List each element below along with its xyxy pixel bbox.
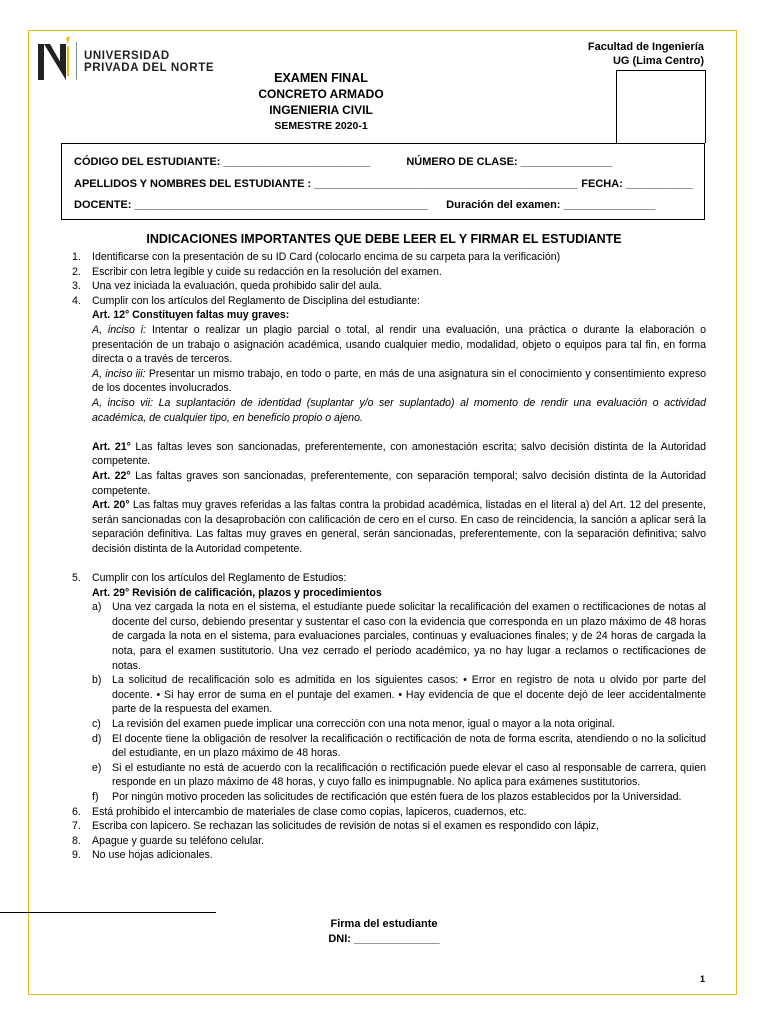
list-item <box>72 805 706 820</box>
lettered-item <box>72 717 706 732</box>
item-number: 7. <box>72 820 81 833</box>
list-item <box>72 571 706 586</box>
duration-field[interactable]: Duración del examen: _______________ <box>446 199 656 211</box>
article-12-clause-iii <box>92 367 706 396</box>
logo-line-2: PRIVADA DEL NORTE <box>84 62 215 74</box>
item-number: 6. <box>72 805 81 818</box>
info-row-code <box>74 156 612 168</box>
article-22 <box>92 469 706 498</box>
student-info-box <box>61 143 705 220</box>
lettered-item <box>72 600 706 673</box>
item-letter: b) <box>92 674 102 687</box>
exam-career: INGENIERIA CIVIL <box>269 103 373 117</box>
faculty-name: Facultad de Ingeniería <box>587 41 704 53</box>
item-text: Si el estudiante no está de acuerdo con la recalificación o rectificación puede elevar el caso al responsable de carrera, quien responde en un plazo máximo de 48 horas, y cuyo fallo es inimpugnable. No aplica para exámenes sustitutorios. <box>112 761 706 789</box>
item-number: 2. <box>72 265 81 278</box>
article-12 <box>72 308 706 556</box>
item-number: 4. <box>72 294 81 307</box>
clause-text: Presentar un mismo trabajo, en todo o parte, en más de una asignatura sin el conocimiento y consentimiento expreso de los docentes involucrados. <box>92 367 707 395</box>
item-text: Una vez iniciada la evaluación, queda prohibido salir del aula. <box>92 280 382 293</box>
item-number: 9. <box>72 849 81 862</box>
list-item <box>72 265 706 280</box>
item-text: Apague y guarde su teléfono celular. <box>92 834 264 847</box>
exam-title-block <box>226 70 416 134</box>
list-item <box>72 819 706 834</box>
exam-semester: SEMESTRE 2020-1 <box>274 120 368 132</box>
article-text: Las faltas graves son sancionadas, preferentemente, con separación temporal; salvo decisión distinta de la Autoridad competente. <box>92 469 706 497</box>
signature-block <box>0 912 768 947</box>
item-number: 8. <box>72 834 81 847</box>
article-text: Las faltas muy graves referidas a las faltas contra la probidad académica, listadas en el literal a) del Art. 12 del presente, serán sancionadas con la desaprobación con calificación de cero en el curso. En caso de reincidencia, la sanción a aplicar será la separación definitiva. Las faltas muy graves en general, serán sancionadas, preferentemente, con la separación definitiva; salvo decisión distinta de la Autoridad competente. <box>92 499 706 555</box>
lettered-item <box>72 673 706 717</box>
item-text: Por ningún motivo proceden las solicitudes de rectificación que estén fuera de los plazos establecidos por la Universidad. <box>112 790 682 803</box>
article-text: Las faltas leves son sancionadas, preferentemente, con amonestación escrita; salvo decisión distinta de la Autoridad competente. <box>92 440 706 468</box>
list-item <box>72 848 706 863</box>
item-letter: c) <box>92 718 101 730</box>
article-20 <box>92 498 706 556</box>
class-number-field[interactable]: NÚMERO DE CLASE: _______________ <box>406 156 613 168</box>
info-row-name <box>74 178 693 190</box>
lettered-item <box>72 761 706 790</box>
item-text: Cumplir con los artículos del Reglamento de Disciplina del estudiante: <box>92 294 420 307</box>
logo-line-1: UNIVERSIDAD <box>84 50 170 62</box>
clause-label: A, inciso i: <box>92 323 147 336</box>
item-text: Una vez cargada la nota en el sistema, el estudiante puede solicitar la recalificación del examen o rectificaciones de notas al docente del curso, debiendo presentar y sustentar el caso con la evidencia que corresponda en un plazo máximo de 48 horas de cargada la nota en el sistema, para evaluaciones parciales, continuas y evaluaciones finales; y de 24 horas de cargada la nota, para el examen sustitutorio. Una vez cerrado el periodo académico, ya no hay lugar a reclamos o rectificaciones de notas. <box>112 601 706 672</box>
item-number: 1. <box>72 251 81 263</box>
article-label: Art. 21° <box>92 440 131 453</box>
item-letter: a) <box>92 601 102 614</box>
item-text: Escribir con letra legible y cuide su redacción en la resolución del examen. <box>92 265 442 278</box>
student-code-field[interactable]: CÓDIGO DEL ESTUDIANTE: ________________________ <box>74 156 371 168</box>
item-number: 5. <box>72 572 81 585</box>
page-number: 1 <box>700 974 706 984</box>
item-text: La solicitud de recalificación solo es admitida en los siguientes casos: • Error en registro de nota u olvido por parte del docente. • Si hay error de suma en el puntaje del examen. • Hay evidencia de que el docente dejó de leer accidentalmente parte de la respuesta del examen. <box>112 674 706 716</box>
item-text: Cumplir con los artículos del Reglamento de Estudios: <box>92 572 347 585</box>
student-name-field[interactable]: APELLIDOS Y NOMBRES DEL ESTUDIANTE : ___________________________________________ <box>74 178 578 190</box>
instructions-list <box>72 250 706 863</box>
item-letter: d) <box>92 732 102 745</box>
item-text: No use hojas adicionales. <box>92 849 213 862</box>
signature-line[interactable] <box>0 912 216 913</box>
item-text: Está prohibido el intercambio de materiales de clase como copias, lapiceros, cuadernos, etc. <box>92 805 527 818</box>
logo-wordmark <box>84 50 214 74</box>
item-text: La revisión del examen puede implicar una corrección con una nota menor, igual o mayor a la nota original. <box>112 718 615 730</box>
article-label: Art. 20° <box>92 499 130 512</box>
date-field[interactable]: FECHA: ___________ <box>581 178 694 190</box>
info-row-teacher <box>74 199 655 211</box>
clause-text: Intentar o realizar un plagio parcial o total, al rendir una evaluación, una práctica o durante la elaboración o presentación de un trabajo o asignación académica, usando cualquier medio, modalidad, objeto o equipos para tal fin, en forma directa o a través de terceros. <box>92 323 706 366</box>
article-12-clause-i <box>92 323 706 367</box>
list-item <box>72 279 706 294</box>
exam-course: CONCRETO ARMADO <box>258 87 384 101</box>
list-item <box>72 834 706 849</box>
lettered-item <box>72 790 706 805</box>
article-29-heading: Art. 29° Revisión de calificación, plazos y procedimientos <box>92 586 382 599</box>
dni-field[interactable]: DNI: ______________ <box>328 933 440 945</box>
spacer <box>72 556 706 571</box>
faculty-header <box>588 40 704 68</box>
clause-label: A, inciso iii: <box>92 367 146 380</box>
campus-name: UG (Lima Centro) <box>612 55 704 67</box>
article-12-clause-vii: A, inciso vii: La suplantación de identidad (suplantar y/o ser suplantado) al momento de rendir una evaluación o actividad académica, de cualquier tipo, en beneficio propio o ajeno. <box>92 396 706 424</box>
photo-box <box>616 70 706 143</box>
item-letter: e) <box>92 761 102 774</box>
item-text: Identificarse con la presentación de su ID Card (colocarlo encima de su carpeta para la verificación) <box>92 251 561 263</box>
list-item <box>72 294 706 309</box>
instructions-title: INDICACIONES IMPORTANTES QUE DEBE LEER EL Y FIRMAR EL ESTUDIANTE <box>146 232 622 246</box>
article-12-heading: Art. 12° Constituyen faltas muy graves: <box>92 309 290 322</box>
item-number: 3. <box>72 280 81 293</box>
teacher-field[interactable]: DOCENTE: ________________________________________________ <box>74 199 429 211</box>
list-item <box>72 250 706 265</box>
spacer <box>92 425 706 440</box>
exam-title: EXAMEN FINAL <box>274 71 368 85</box>
item-text: El docente tiene la obligación de resolver la recalificación o rectificación de nota de forma escrita, atendiendo o no la solicitud del estudiante, en un plazo máximo de 48 horas. <box>112 732 706 760</box>
lettered-item <box>72 732 706 761</box>
article-label: Art. 22° <box>92 469 131 482</box>
article-21 <box>92 440 706 469</box>
item-letter: f) <box>92 790 99 803</box>
item-text: Escriba con lapicero. Se rechazan las solicitudes de revisión de notas si el examen es respondido con lápiz, <box>92 820 600 833</box>
signature-label: Firma del estudiante <box>330 918 438 930</box>
